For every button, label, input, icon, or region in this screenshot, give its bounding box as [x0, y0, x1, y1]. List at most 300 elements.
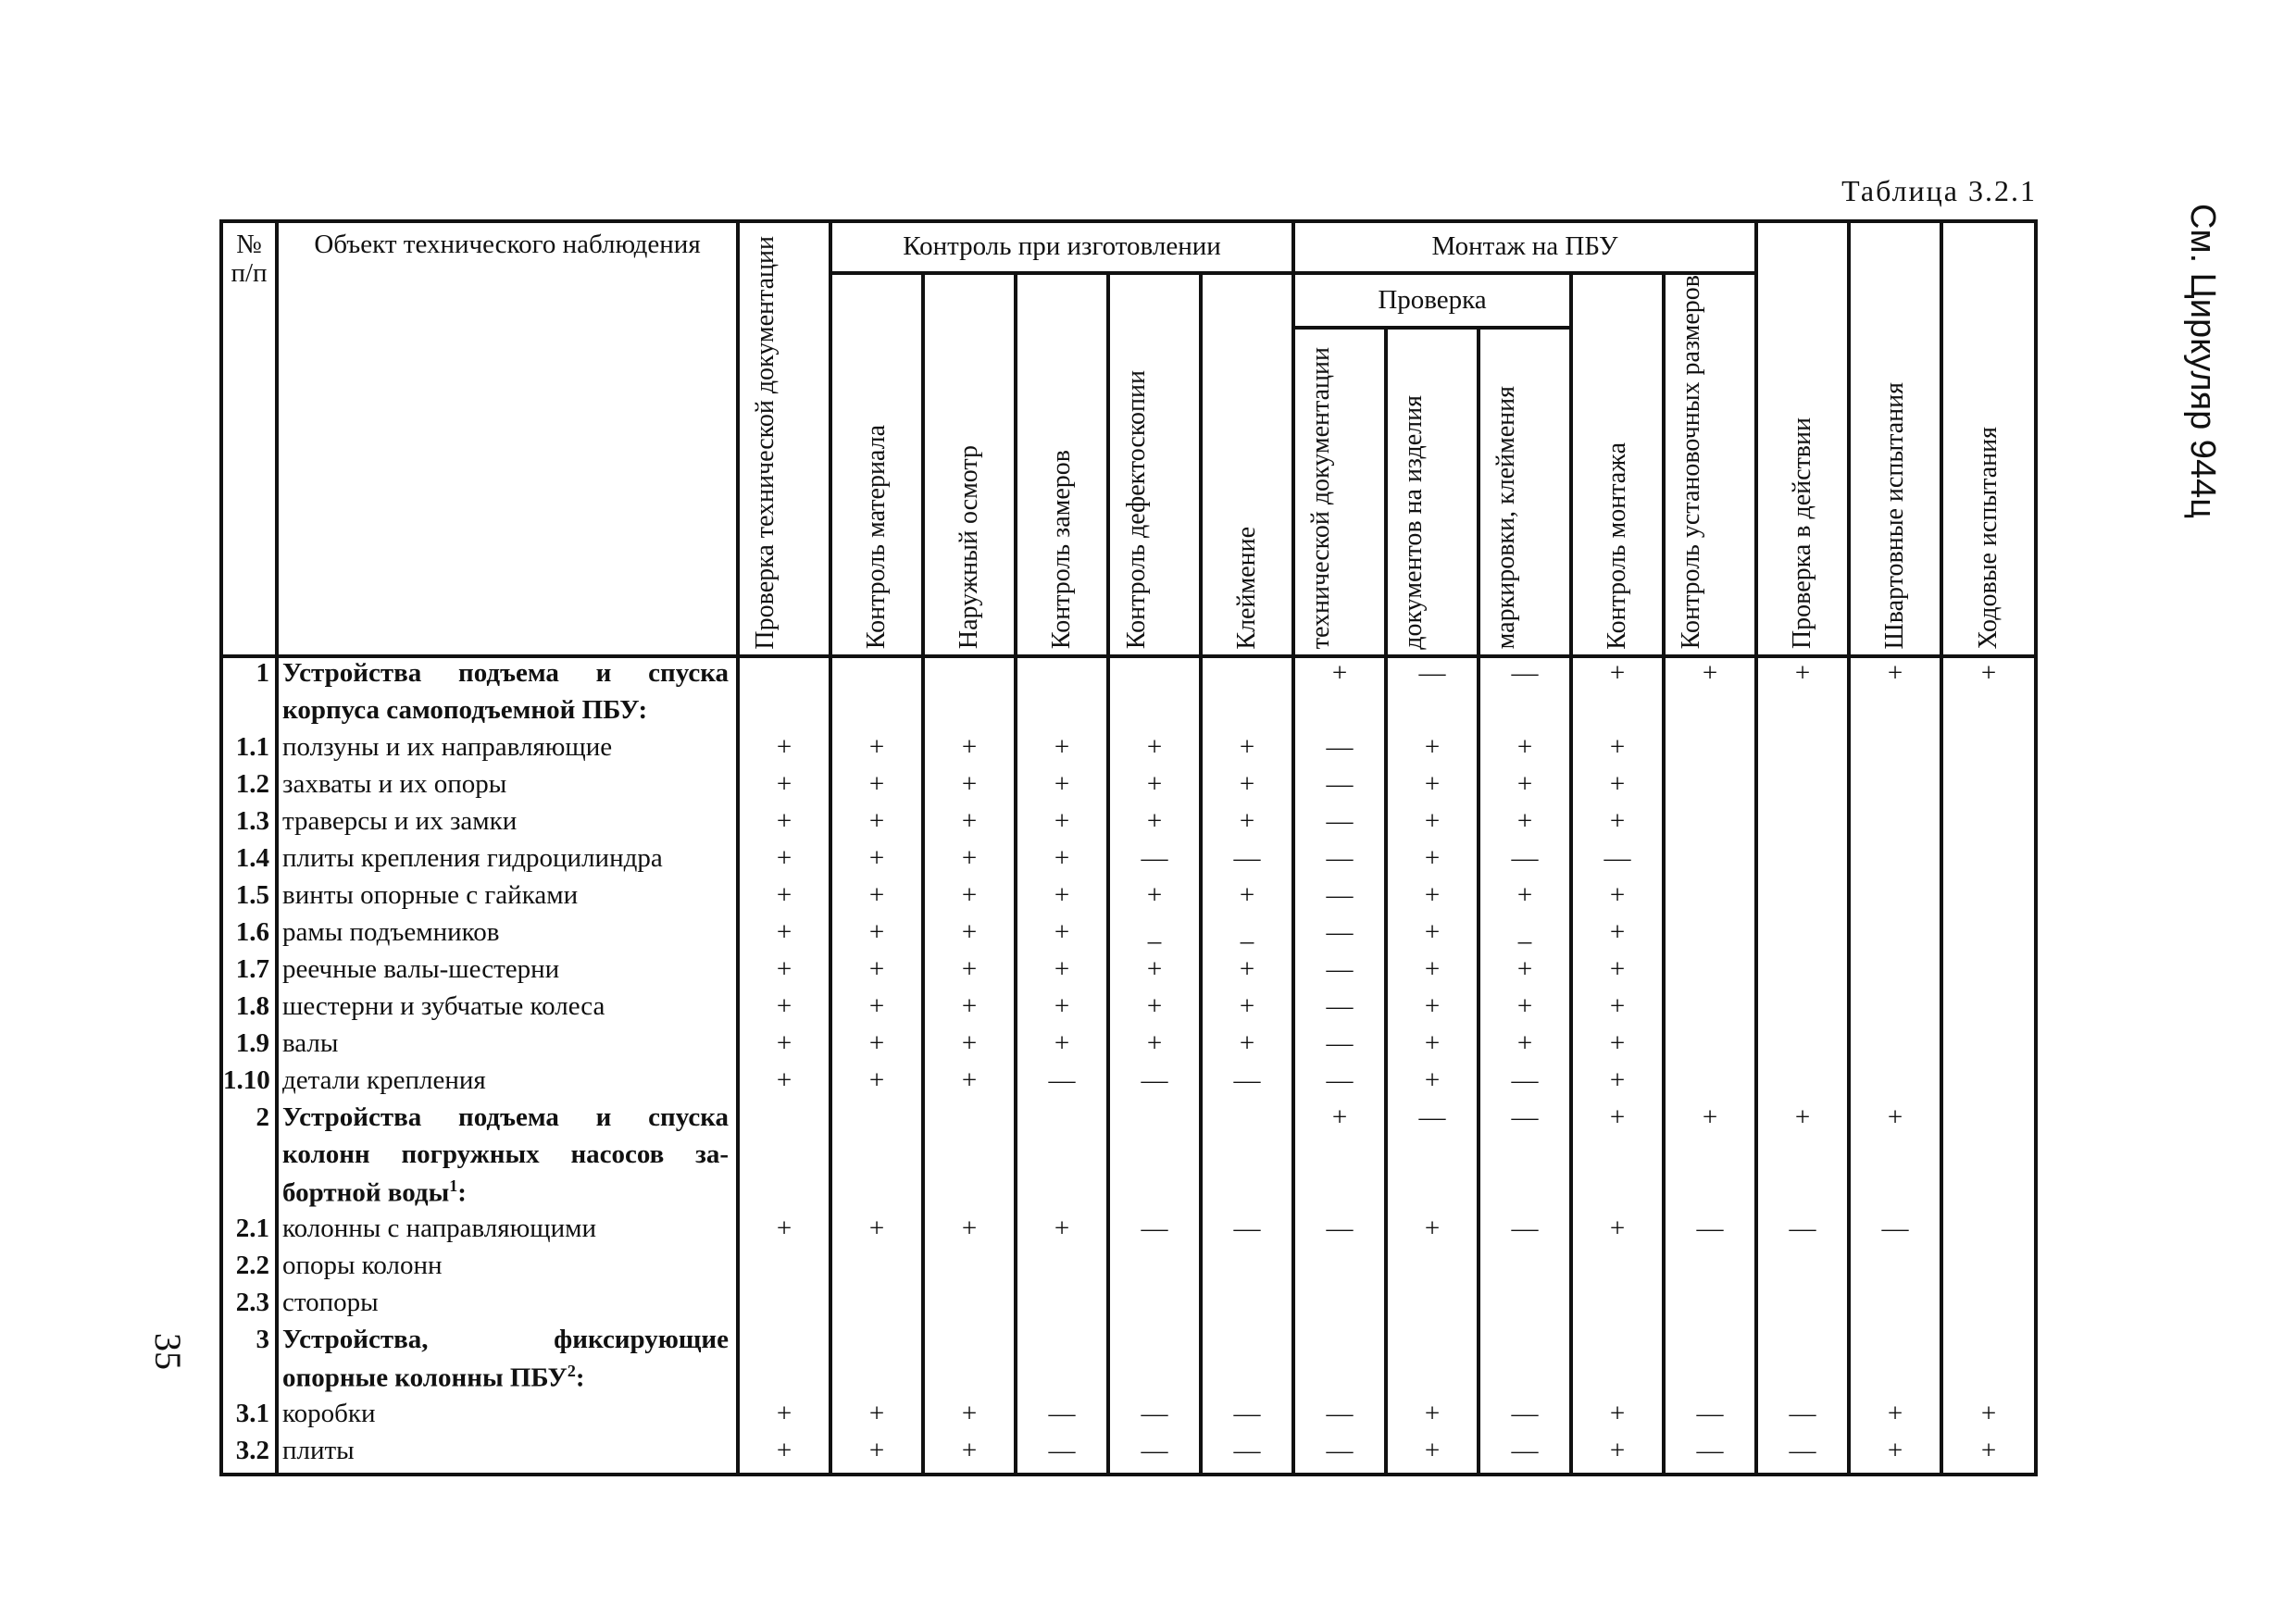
mark-cell: + [1016, 806, 1108, 843]
mark-cell: + [738, 917, 830, 954]
table-row [221, 1325, 2036, 1362]
mark-cell [1664, 1176, 1756, 1214]
mark-cell: — [1293, 806, 1386, 843]
row-number [221, 1362, 277, 1399]
mark-cell: — [1293, 1436, 1386, 1475]
mark-cell [1756, 1139, 1849, 1176]
table-row [221, 1251, 2036, 1288]
mark-cell [1849, 1325, 1941, 1362]
mark-cell: + [738, 843, 830, 880]
mark-cell: + [1849, 656, 1941, 695]
table-body [221, 656, 2036, 1475]
mark-cell: — [1293, 1028, 1386, 1065]
mark-cell: + [1479, 806, 1571, 843]
mark-cell: + [923, 843, 1016, 880]
row-number: 3 [221, 1325, 277, 1362]
mark-cell [1016, 695, 1108, 732]
row-number: 1.6 [221, 917, 277, 954]
row-number [221, 695, 277, 732]
row-number: 2.1 [221, 1214, 277, 1251]
mark-cell [830, 1251, 923, 1288]
mark-cell: + [923, 806, 1016, 843]
mark-cell: + [1016, 732, 1108, 769]
mark-cell [1849, 1065, 1941, 1102]
mark-cell [1756, 695, 1849, 732]
mark-cell: — [1108, 1214, 1201, 1251]
mark-cell [1941, 806, 2036, 843]
mark-cell: + [1664, 656, 1756, 695]
mark-cell: + [1201, 732, 1293, 769]
mark-cell [1386, 1251, 1479, 1288]
mark-cell [1664, 1251, 1756, 1288]
row-object-name: валы [277, 1028, 738, 1065]
mark-cell: + [1571, 1214, 1664, 1251]
mark-cell [1664, 769, 1756, 806]
row-object-name: опорные колонны ПБУ$^2$: [277, 1362, 738, 1399]
mark-cell: — [1108, 843, 1201, 880]
mark-cell [1016, 1102, 1108, 1139]
mark-cell [1386, 1288, 1479, 1325]
header-group-mount: Монтаж на ПБУ [1293, 221, 1756, 273]
row-object-name: стопоры [277, 1288, 738, 1325]
mark-cell: + [1386, 1399, 1479, 1436]
row-object-name: реечные валы-шестерни [277, 954, 738, 991]
mark-cell: + [1571, 1028, 1664, 1065]
row-object-name: Устройства, фиксирующие [277, 1325, 738, 1362]
mark-cell: + [830, 954, 923, 991]
mark-cell [923, 1362, 1016, 1399]
mark-cell: — [1664, 1436, 1756, 1475]
mark-cell [1479, 1251, 1571, 1288]
mark-cell [1849, 1362, 1941, 1399]
mark-cell [830, 1176, 923, 1214]
mark-cell [1108, 1288, 1201, 1325]
mark-cell: + [1849, 1436, 1941, 1475]
mark-cell: + [923, 991, 1016, 1028]
header-material: Контроль материала [830, 273, 923, 656]
row-number: 3.1 [221, 1399, 277, 1436]
mark-cell [1108, 1251, 1201, 1288]
mark-cell: + [1386, 1028, 1479, 1065]
header-stamp: Клеймение [1201, 273, 1293, 656]
mark-cell: + [1849, 1399, 1941, 1436]
mark-cell: — [1479, 1214, 1571, 1251]
mark-cell [1941, 769, 2036, 806]
table-row [221, 656, 2036, 695]
mark-cell [1941, 1176, 2036, 1214]
mark-cell: + [923, 732, 1016, 769]
mark-cell [1016, 1288, 1108, 1325]
mark-cell [1941, 1251, 2036, 1288]
mark-cell [1201, 1362, 1293, 1399]
mark-cell [1201, 656, 1293, 695]
mark-cell: _ [1479, 917, 1571, 954]
mark-cell [1756, 843, 1849, 880]
mark-cell: + [1386, 917, 1479, 954]
mark-cell: + [1756, 1102, 1849, 1139]
mark-cell: + [1664, 1102, 1756, 1139]
mark-cell [1941, 732, 2036, 769]
mark-cell: — [1386, 1102, 1479, 1139]
mark-cell: + [1756, 656, 1849, 695]
mark-cell [1293, 1288, 1386, 1325]
row-object-name: траверсы и их замки [277, 806, 738, 843]
mark-cell [1664, 1028, 1756, 1065]
mark-cell [1849, 1288, 1941, 1325]
mark-cell [923, 1102, 1016, 1139]
mark-cell: — [1016, 1065, 1108, 1102]
mark-cell [830, 656, 923, 695]
table-row [221, 1436, 2036, 1475]
mark-cell [1108, 1325, 1201, 1362]
mark-cell [923, 1288, 1016, 1325]
mark-cell [1201, 1325, 1293, 1362]
mark-cell [1664, 880, 1756, 917]
mark-cell [1849, 769, 1941, 806]
mark-cell [1108, 1139, 1201, 1176]
mark-cell: + [830, 843, 923, 880]
row-number: 1.9 [221, 1028, 277, 1065]
mark-cell [1201, 1251, 1293, 1288]
mark-cell: + [738, 769, 830, 806]
mark-cell: + [1571, 880, 1664, 917]
mark-cell [830, 1362, 923, 1399]
mark-cell [1941, 1288, 2036, 1325]
mark-cell: + [923, 917, 1016, 954]
mark-cell [738, 656, 830, 695]
mark-cell: — [1756, 1399, 1849, 1436]
mark-cell: — [1201, 1436, 1293, 1475]
mark-cell [1386, 1139, 1479, 1176]
mark-cell [738, 1176, 830, 1214]
mark-cell [738, 1288, 830, 1325]
table-row [221, 732, 2036, 769]
mark-cell: — [1108, 1065, 1201, 1102]
mark-cell: + [1386, 843, 1479, 880]
mark-cell: + [1108, 954, 1201, 991]
mark-cell: + [1201, 954, 1293, 991]
mark-cell [1571, 695, 1664, 732]
mark-cell: + [1571, 732, 1664, 769]
mark-cell [1293, 695, 1386, 732]
row-object-name: колонн погружных насосов за- [277, 1139, 738, 1176]
mark-cell: + [830, 1399, 923, 1436]
mark-cell: + [1941, 656, 2036, 695]
mark-cell: + [830, 1065, 923, 1102]
mark-cell [1756, 1251, 1849, 1288]
mark-cell [1756, 1325, 1849, 1362]
row-number: 1.2 [221, 769, 277, 806]
mark-cell [1664, 954, 1756, 991]
mark-cell [1941, 1065, 2036, 1102]
mark-cell [1756, 1176, 1849, 1214]
mark-cell [923, 1139, 1016, 1176]
mark-cell: + [1386, 806, 1479, 843]
row-object-name: рамы подъемников [277, 917, 738, 954]
mark-cell [1108, 1102, 1201, 1139]
page-number: 35 [147, 1333, 189, 1370]
mark-cell: + [923, 1436, 1016, 1475]
mark-cell: + [1016, 769, 1108, 806]
mark-cell: + [1479, 880, 1571, 917]
row-number: 3.2 [221, 1436, 277, 1475]
mark-cell [1664, 1325, 1756, 1362]
mark-cell: + [830, 880, 923, 917]
row-object-name: шестерни и зубчатые колеса [277, 991, 738, 1028]
mark-cell: + [1571, 1436, 1664, 1475]
mark-cell [1849, 1028, 1941, 1065]
mark-cell [1571, 1325, 1664, 1362]
mark-cell [1941, 1102, 2036, 1139]
mark-cell [1664, 1139, 1756, 1176]
mark-cell: + [738, 1436, 830, 1475]
table-row [221, 1065, 2036, 1102]
mark-cell [1201, 695, 1293, 732]
mark-cell: + [738, 954, 830, 991]
mark-cell: — [1479, 843, 1571, 880]
mark-cell [1479, 1288, 1571, 1325]
mark-cell: — [1479, 1436, 1571, 1475]
mark-cell: — [1479, 656, 1571, 695]
mark-cell [738, 1139, 830, 1176]
mark-cell: — [1571, 843, 1664, 880]
table-row [221, 1102, 2036, 1139]
row-number: 1.7 [221, 954, 277, 991]
mark-cell: + [1016, 1028, 1108, 1065]
mark-cell: — [1479, 1102, 1571, 1139]
mark-cell [1849, 843, 1941, 880]
mark-cell [1386, 1176, 1479, 1214]
mark-cell [1108, 656, 1201, 695]
mark-cell [1293, 1139, 1386, 1176]
header-docs-items: документов на изделия [1386, 328, 1479, 656]
mark-cell: — [1201, 1399, 1293, 1436]
mark-cell: + [1571, 991, 1664, 1028]
mark-cell: + [1941, 1399, 2036, 1436]
header-group-manufacture: Контроль при изготовлении [830, 221, 1293, 273]
mark-cell [1016, 1176, 1108, 1214]
mark-cell: + [923, 1028, 1016, 1065]
mark-cell [1571, 1362, 1664, 1399]
mark-cell [1664, 732, 1756, 769]
mark-cell: — [1293, 880, 1386, 917]
table-row [221, 954, 2036, 991]
mark-cell [1108, 695, 1201, 732]
mark-cell [1941, 954, 2036, 991]
header-mooring: Швартовные испытания [1849, 221, 1941, 656]
mark-cell: + [923, 880, 1016, 917]
mark-cell [1849, 806, 1941, 843]
mark-cell: — [1756, 1214, 1849, 1251]
mark-cell [830, 1288, 923, 1325]
mark-cell: + [1108, 769, 1201, 806]
mark-cell [1386, 695, 1479, 732]
mark-cell: + [1108, 880, 1201, 917]
mark-cell: + [830, 1214, 923, 1251]
mark-cell: + [1386, 769, 1479, 806]
mark-cell [1664, 695, 1756, 732]
mark-cell: + [1571, 656, 1664, 695]
mark-cell [1664, 806, 1756, 843]
row-object-name: ползуны и их направляющие [277, 732, 738, 769]
mark-cell [1293, 1362, 1386, 1399]
mark-cell [738, 695, 830, 732]
mark-cell: — [1293, 954, 1386, 991]
mark-cell: — [1201, 1214, 1293, 1251]
row-object-name: коробки [277, 1399, 738, 1436]
mark-cell: + [1201, 880, 1293, 917]
header-marking: маркировки, клеймения [1479, 328, 1571, 656]
mark-cell [1756, 1288, 1849, 1325]
mark-cell [1664, 917, 1756, 954]
mark-cell: + [1386, 954, 1479, 991]
mark-cell [1941, 1139, 2036, 1176]
mark-cell: + [923, 954, 1016, 991]
mark-cell [1849, 954, 1941, 991]
row-object-name: Устройства подъема и спуска [277, 1102, 738, 1139]
mark-cell [1756, 806, 1849, 843]
mark-cell: + [1571, 1399, 1664, 1436]
mark-cell [1849, 880, 1941, 917]
mark-cell [1664, 991, 1756, 1028]
mark-cell: + [1386, 732, 1479, 769]
side-note: См. Циркуляр 944ц [2183, 204, 2222, 518]
mark-cell: + [830, 991, 923, 1028]
mark-cell: _ [1108, 917, 1201, 954]
mark-cell: + [1571, 917, 1664, 954]
mark-cell [1293, 1176, 1386, 1214]
mark-cell [1479, 1139, 1571, 1176]
mark-cell [738, 1251, 830, 1288]
mark-cell: — [1479, 1399, 1571, 1436]
mark-cell: + [1386, 1214, 1479, 1251]
mark-cell [1108, 1176, 1201, 1214]
mark-cell [1664, 1065, 1756, 1102]
mark-cell: + [1201, 806, 1293, 843]
table-row [221, 1288, 2036, 1325]
footnote-ref: 2 [567, 1362, 576, 1381]
mark-cell [1479, 1325, 1571, 1362]
header-action: Проверка в действии [1756, 221, 1849, 656]
mark-cell [1756, 880, 1849, 917]
mark-cell [923, 695, 1016, 732]
table-row [221, 843, 2036, 880]
header-tech-doc: технической документации [1293, 328, 1386, 656]
row-object-name: винты опорные с гайками [277, 880, 738, 917]
mark-cell: _ [1201, 917, 1293, 954]
mark-cell [1293, 1251, 1386, 1288]
mark-cell: — [1293, 1065, 1386, 1102]
mark-cell: + [1016, 917, 1108, 954]
header-doc-check: Проверка технической документации [738, 221, 830, 656]
table-row [221, 1139, 2036, 1176]
mark-cell: + [738, 880, 830, 917]
row-object-name: плиты [277, 1436, 738, 1475]
mark-cell [1941, 880, 2036, 917]
mark-cell: + [1386, 991, 1479, 1028]
mark-cell: + [1571, 954, 1664, 991]
mark-cell: + [738, 806, 830, 843]
row-object-name: захваты и их опоры [277, 769, 738, 806]
mark-cell: + [830, 769, 923, 806]
table-row [221, 1362, 2036, 1399]
mark-cell [1201, 1288, 1293, 1325]
mark-cell: — [1108, 1436, 1201, 1475]
header-subgroup-check: Проверка [1293, 273, 1571, 328]
mark-cell [1201, 1139, 1293, 1176]
row-number [221, 1176, 277, 1214]
mark-cell [1941, 1362, 2036, 1399]
table-row [221, 1028, 2036, 1065]
mark-cell [1108, 1362, 1201, 1399]
mark-cell: — [1386, 656, 1479, 695]
header-defect: Контроль дефектоскопии [1108, 273, 1201, 656]
table-row [221, 1214, 2036, 1251]
mark-cell: + [1293, 656, 1386, 695]
mark-cell [1016, 656, 1108, 695]
mark-cell [1849, 991, 1941, 1028]
table-row [221, 1176, 2036, 1214]
row-number [221, 1139, 277, 1176]
row-object-name: опоры колонн [277, 1251, 738, 1288]
mark-cell: + [738, 991, 830, 1028]
mark-cell [1756, 917, 1849, 954]
mark-cell [1386, 1325, 1479, 1362]
mark-cell [830, 1102, 923, 1139]
mark-cell: — [1293, 917, 1386, 954]
mark-cell: + [1108, 991, 1201, 1028]
header-visual: Наружный осмотр [923, 273, 1016, 656]
mark-cell: — [1016, 1436, 1108, 1475]
mark-cell: — [1108, 1399, 1201, 1436]
mark-cell: + [1016, 991, 1108, 1028]
mark-cell [1293, 1325, 1386, 1362]
mark-cell: + [830, 917, 923, 954]
mark-cell: + [1386, 1065, 1479, 1102]
mark-cell [1849, 732, 1941, 769]
row-number: 1.5 [221, 880, 277, 917]
row-number: 1.8 [221, 991, 277, 1028]
header-mount-ctrl: Контроль монтажа [1571, 273, 1664, 656]
mark-cell: + [738, 1399, 830, 1436]
mark-cell [1756, 1028, 1849, 1065]
row-number: 2.3 [221, 1288, 277, 1325]
mark-cell: + [1941, 1436, 2036, 1475]
row-number: 1.4 [221, 843, 277, 880]
mark-cell: + [1016, 880, 1108, 917]
mark-cell: — [1664, 1399, 1756, 1436]
mark-cell [1756, 769, 1849, 806]
mark-cell [1941, 1028, 2036, 1065]
mark-cell: — [1201, 1065, 1293, 1102]
mark-cell: + [923, 769, 1016, 806]
mark-cell: + [1571, 806, 1664, 843]
row-number: 1.10 [221, 1065, 277, 1102]
mark-cell: — [1664, 1214, 1756, 1251]
mark-cell [830, 695, 923, 732]
mark-cell [1849, 917, 1941, 954]
mark-cell [1756, 1362, 1849, 1399]
mark-cell: + [1108, 806, 1201, 843]
mark-cell: + [923, 1065, 1016, 1102]
table-row [221, 1399, 2036, 1436]
inspection-table [219, 219, 2038, 1476]
mark-cell: + [1016, 954, 1108, 991]
mark-cell [1016, 1325, 1108, 1362]
mark-cell: + [1386, 880, 1479, 917]
mark-cell [1941, 843, 2036, 880]
mark-cell [1849, 1139, 1941, 1176]
